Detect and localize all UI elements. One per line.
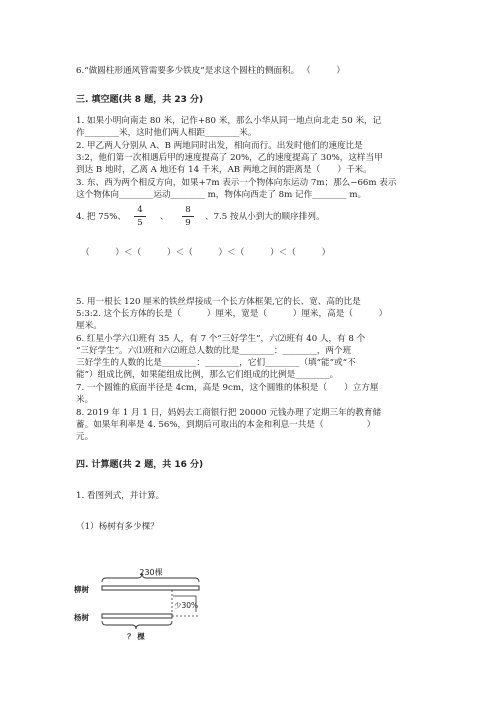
q6b-line-3: 三好学生的人数的比是________：________，它们________（填“能”或“不: [76, 358, 356, 368]
willow-label: 柳树: [74, 585, 89, 594]
q6b-line-4: 能”）组成比例，如果能组成比例，那么它们组成的比例是________。: [76, 370, 339, 380]
true-false-q6: 6.“做圆柱形通风管需要多少铁皮”是求这个圆柱的侧面积。 （ ）: [76, 66, 345, 76]
q3-line-1: 3. 东、西为两个相反方向，如果+7m 表示一个物体向东运动 7m；那么−66m 表示: [76, 178, 397, 188]
q1-line-1: 1. 如果小明向南走 80 米，记作+80 米，那么小华从同一地点向北走 50 米，记: [76, 116, 382, 126]
q6b-line-1: 6. 红星小学六⑴班有 35 人，有 7 个“三好学生”，六⑵班有 40 人，有 8 个: [76, 334, 366, 344]
q5-line-1: 5. 用一根长 120 厘米的铁丝焊接成一个长方体框架,它的长、宽、高的比是: [76, 297, 361, 307]
q5-line-2: 5:3:2. 这个长方体的长是（ ）厘米，宽是（ ）厘米，高是（ ）: [76, 309, 388, 319]
q1-line-2: 作________米，这时他们两人相距________米。: [76, 128, 257, 138]
q2-line-1: 2. 甲乙两人分别从 A、B 两地同时出发，相向而行。出发时他们的速度比是: [76, 141, 363, 151]
total-willow-label: 230棵: [139, 568, 163, 577]
poplar-bar: [102, 614, 172, 618]
q6b-line-2: “三好学生”。六⑴班和六⑵班总人数的比是________：________，两个班: [76, 346, 352, 356]
q8-line-3: 元。: [76, 432, 94, 442]
q4-suffix: 、7.5 按从小到大的顺序排列。: [205, 212, 325, 222]
q4-separator: 、: [160, 212, 169, 222]
fraction-denominator: 9: [185, 218, 191, 228]
calc-sub-question-1: （1）杨树有多少棵？: [76, 522, 159, 532]
calc-instruction: 1. 看图列式，并计算。: [76, 491, 165, 501]
q4-order-blanks: （ ）＜（ ）＜（ ）＜（ ）＜（ ）: [81, 248, 331, 258]
section-title-fill-blanks: 三. 填空题(共 8 题，共 23 分): [76, 95, 204, 105]
q2-line-2: 3:2，他们第一次相遇后甲的速度提高了 20%，乙的速度提高了 30%，这样当甲: [76, 153, 383, 163]
q3-line-2: 这个物体向________运动________ m，物体向西走了 8m 记作________ m。: [76, 190, 367, 200]
q7-line-2: 米。: [76, 395, 94, 405]
unknown-poplar-label: ？ 棵: [127, 632, 145, 641]
q5-line-3: 厘米。: [76, 321, 102, 331]
q2-line-3: 到达 B 地时，乙离 A 地还有 14 千米，AB 两地之间的距离是（ ）千米。: [76, 165, 372, 175]
fraction-8-9: [182, 205, 194, 228]
less-percent-label: 少30%: [174, 601, 199, 610]
section-title-calculation: 四. 计算题(共 2 题，共 16 分): [76, 460, 204, 470]
poplar-label: 杨树: [74, 613, 89, 622]
willow-bar: [102, 586, 199, 590]
fraction-numerator: 8: [185, 205, 191, 215]
q7-line-1: 7. 一个圆锥的底面半径是 4cm，高是 9cm，这个圆锥的体积是（ ）立方厘: [76, 383, 379, 393]
tree-count-diagram: [74, 568, 214, 643]
bottom-brace: [102, 621, 172, 629]
q8-line-1: 8. 2019 年 1 月 1 日，妈妈去工商银行把 20000 元钱办理了定期三年的教育储: [76, 408, 382, 418]
fraction-denominator: 5: [137, 218, 143, 228]
fraction-4-5: [134, 205, 146, 228]
q8-line-2: 蓄。如果年利率是 4. 56%，到期后可取出的本金和利息一共是（ ）: [76, 420, 376, 430]
q4-prefix: 4. 把 75%、: [76, 212, 126, 222]
fraction-numerator: 4: [137, 205, 143, 215]
